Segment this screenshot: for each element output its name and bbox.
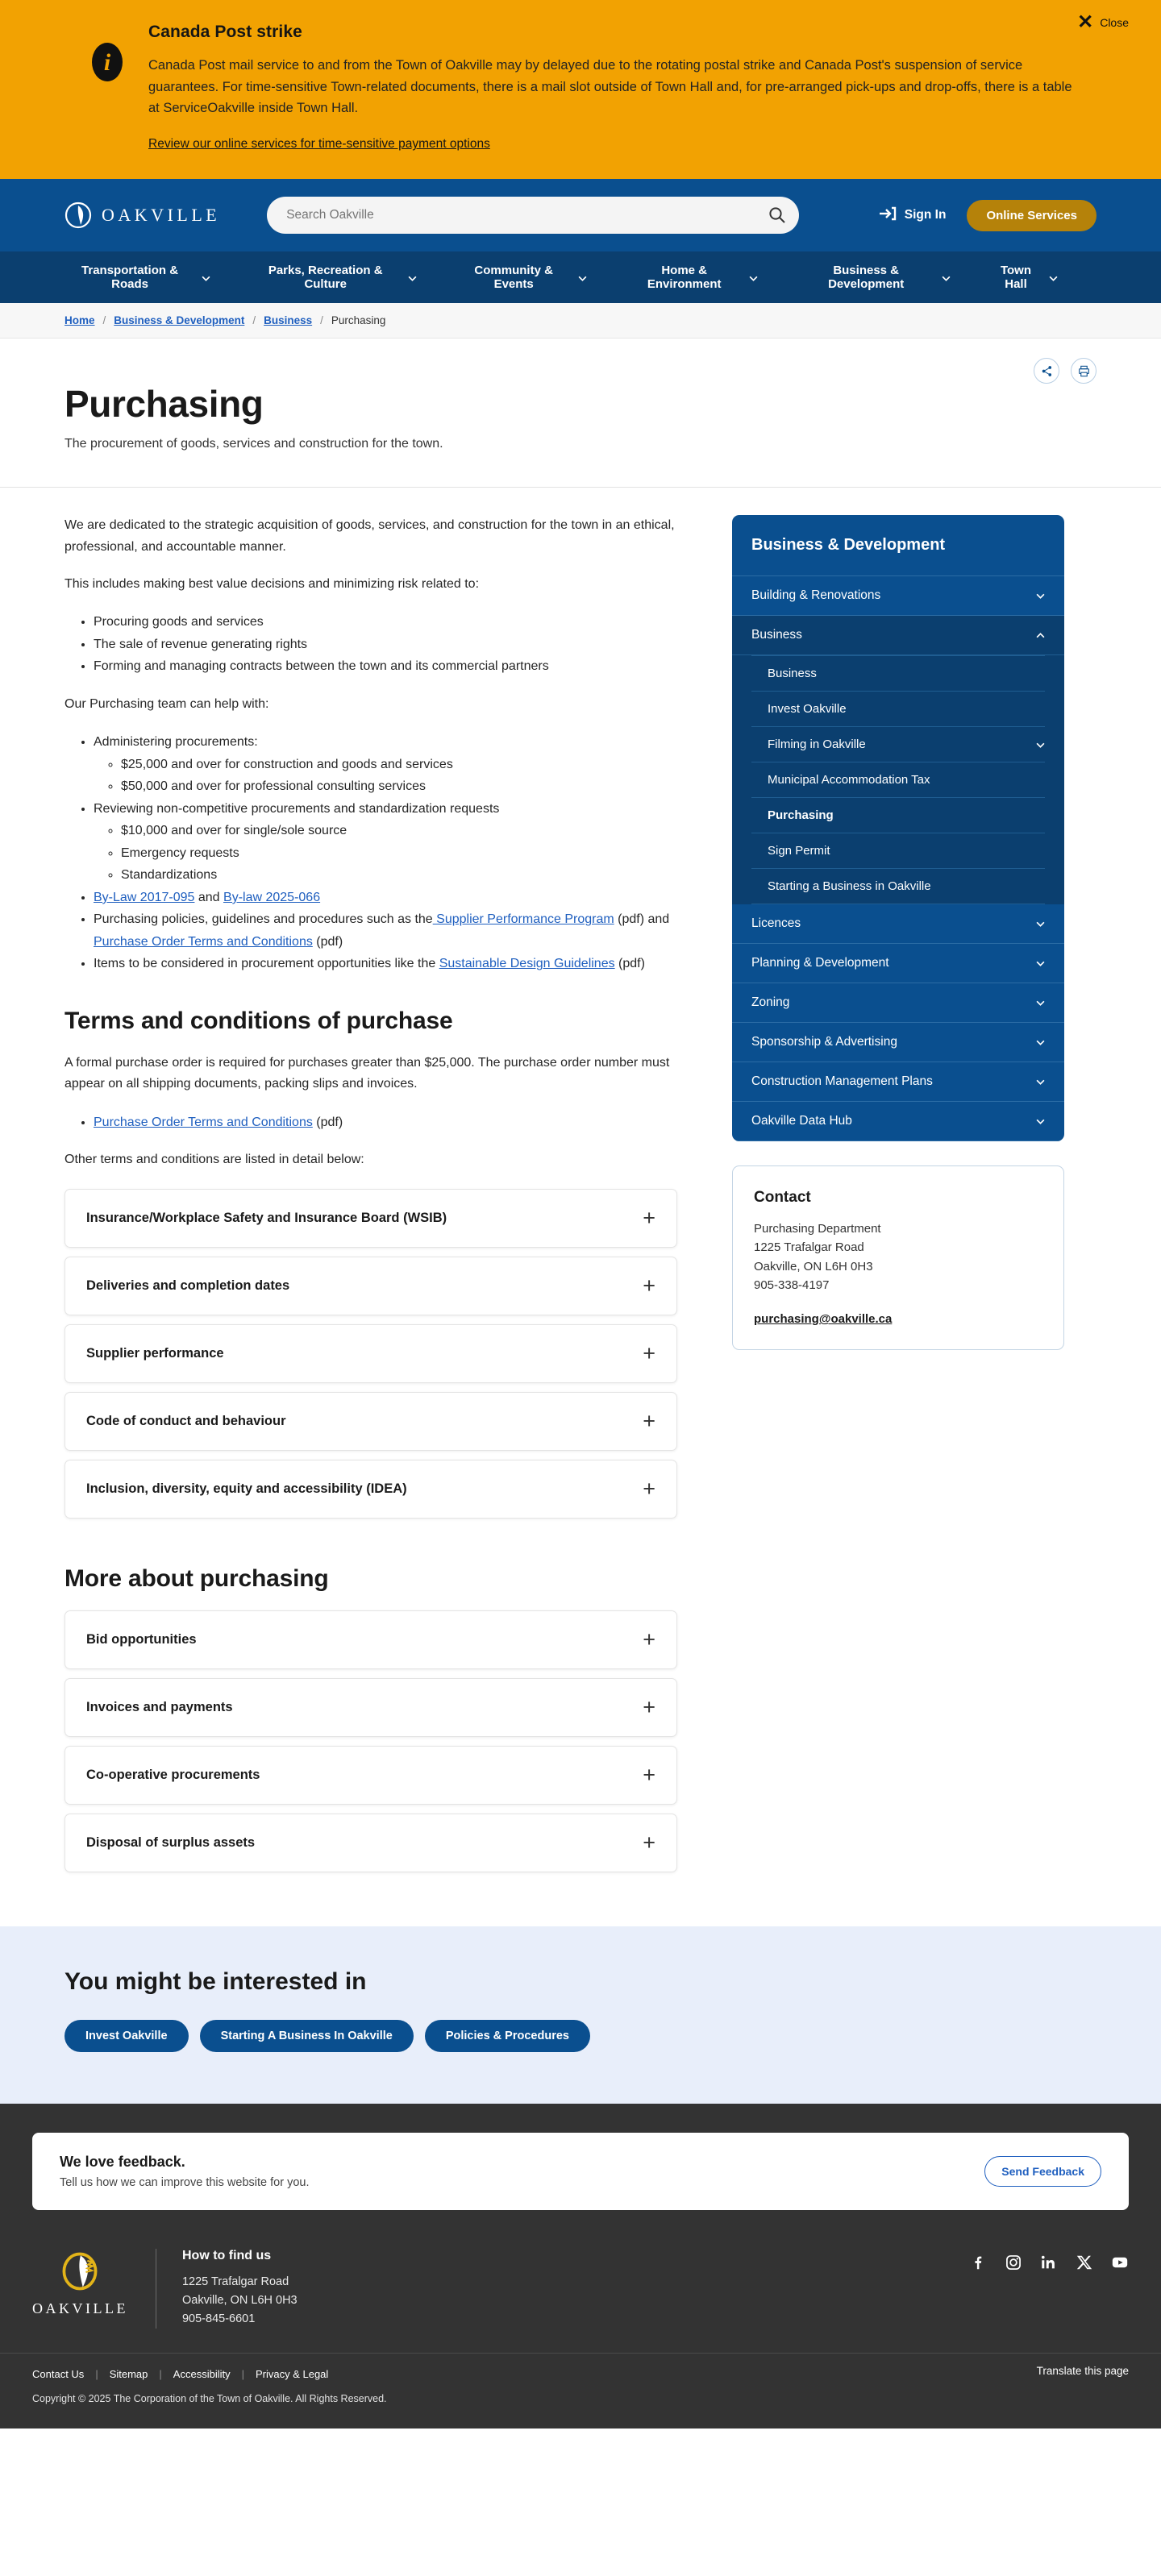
list-item: [94, 953, 677, 975]
footer-address-line: 1225 Trafalgar Road: [181, 2275, 289, 2288]
plus-icon[interactable]: +: [643, 1205, 655, 1230]
sidebar-subitem-label: Invest Oakville: [768, 702, 847, 717]
alert-close-label: Close: [1100, 16, 1129, 29]
feedback-subtitle: Tell us how we can improve this website for you.: [60, 2175, 310, 2189]
accordion-item-title: Invoices and payments: [86, 1699, 233, 1714]
footer-logo[interactable]: [32, 2249, 128, 2317]
nav-item-label: Parks, Recreation & Culture: [268, 264, 383, 292]
sidebar: [732, 515, 1064, 1350]
sidebar-subitem-label: Business: [768, 667, 817, 681]
chevron-down-icon: [1036, 956, 1045, 970]
plus-icon[interactable]: +: [643, 1830, 655, 1855]
interested-pill-invest-oakville[interactable]: Invest Oakville: [64, 2020, 189, 2052]
sidebar-item-label: Sponsorship & Advertising: [751, 1035, 897, 1049]
main-content: [64, 515, 677, 1880]
chevron-down-icon: [1036, 1074, 1045, 1089]
footer-logo-wordmark: OAKVILLE: [32, 2300, 128, 2316]
list-item-text: Reviewing non-competitive procurements and standardization requests: [94, 801, 500, 816]
list-item: [94, 1111, 677, 1134]
accordion-item[interactable]: [64, 1460, 677, 1519]
site-logo[interactable]: [64, 202, 220, 229]
nav-item-label: Transportation & Roads: [81, 264, 179, 292]
terms-link-list: [64, 1111, 677, 1134]
plus-icon[interactable]: +: [643, 1340, 655, 1365]
help-list: [64, 731, 677, 975]
accordion-item-title: Inclusion, diversity, equity and accessibility (IDEA): [86, 1481, 407, 1496]
footer-link-privacy-legal[interactable]: Privacy & Legal: [255, 2368, 329, 2381]
sign-in-arrow-icon: [879, 206, 897, 225]
search-input[interactable]: [267, 197, 799, 234]
nested-list: [94, 820, 677, 887]
bylaw-2017-link[interactable]: By-Law 2017-095: [94, 890, 195, 904]
list-item: ◦ Standardizations: [121, 864, 677, 887]
chevron-down-icon: [1036, 995, 1045, 1010]
share-button[interactable]: [1034, 358, 1059, 384]
terms-heading: Terms and conditions of purchase: [64, 1007, 453, 1034]
chevron-down-icon: [202, 271, 210, 285]
list-item: • The sale of revenue generating rights: [94, 634, 677, 656]
accordion-item[interactable]: [64, 1746, 677, 1805]
footer-find-us: [156, 2249, 298, 2329]
alert-title: Canada Post strike: [148, 23, 302, 41]
accordion-item[interactable]: [64, 1678, 677, 1737]
logo-wordmark: OAKVILLE: [102, 205, 221, 226]
print-icon: [1078, 365, 1090, 377]
sign-in-button[interactable]: [879, 206, 947, 225]
sidebar-subitem-label: Starting a Business in Oakville: [768, 879, 931, 894]
list-item: [94, 798, 677, 887]
close-icon: ✕: [1077, 11, 1094, 33]
youtube-icon[interactable]: [1111, 2254, 1129, 2271]
chevron-down-icon: [1036, 737, 1045, 751]
breadcrumb-separator: /: [320, 314, 323, 327]
accordion-item[interactable]: [64, 1257, 677, 1315]
accordion-item[interactable]: [64, 1324, 677, 1383]
share-icon: [1041, 365, 1053, 377]
search-button[interactable]: [768, 206, 786, 224]
linkedin-icon[interactable]: [1040, 2254, 1058, 2271]
accordion-item[interactable]: [64, 1392, 677, 1451]
footer-link-separator: |: [95, 2368, 98, 2381]
search-container: [267, 197, 799, 234]
contact-line: 905-338-4197: [754, 1278, 830, 1292]
supplier-performance-program-link[interactable]: Supplier Performance Program: [432, 912, 614, 927]
chevron-down-icon: [408, 271, 417, 285]
breadcrumb-current: Purchasing: [331, 314, 386, 327]
list-item: ◦ $50,000 and over for professional consulting services: [121, 775, 677, 798]
plus-icon[interactable]: +: [643, 1476, 655, 1501]
accordion-item-title: Insurance/Workplace Safety and Insurance Board (WSIB): [86, 1210, 447, 1225]
sidebar-item-construction-management-plans[interactable]: [732, 1062, 1064, 1102]
pdf-suffix: (pdf): [614, 957, 645, 971]
accordion-item[interactable]: [64, 1814, 677, 1872]
sidebar-subitem-starting-a-business-in-oakville[interactable]: [751, 869, 1045, 904]
contact-line: 1225 Trafalgar Road: [754, 1240, 864, 1255]
sidebar-subitem-purchasing[interactable]: [751, 798, 1045, 833]
intro-paragraph-1: We are dedicated to the strategic acquisition of goods, services, and construction for the town in an ethical, professional, and accountable manner.: [64, 518, 675, 554]
sidebar-subitem-business[interactable]: [751, 655, 1045, 692]
footer-link-sitemap[interactable]: Sitemap: [109, 2368, 148, 2381]
accordion-item-title: Bid opportunities: [86, 1631, 197, 1647]
list-item: ◦ $10,000 and over for single/sole source: [121, 820, 677, 842]
breadcrumb-link[interactable]: Business: [264, 314, 313, 327]
list-item: • Procuring goods and services: [94, 611, 677, 634]
sidebar-item-label: Zoning: [751, 995, 790, 1010]
sidebar-item-oakville-data-hub[interactable]: [732, 1102, 1064, 1141]
plus-icon[interactable]: +: [643, 1273, 655, 1298]
sidebar-heading: Business & Development: [732, 515, 1064, 576]
sidebar-subitem-invest-oakville[interactable]: [751, 692, 1045, 727]
sidebar-item-building-renovations[interactable]: [732, 576, 1064, 616]
policies-mid-text: (pdf) and: [614, 912, 670, 927]
nav-item-label: Town Hall: [1000, 264, 1032, 292]
list-item: • Forming and managing contracts between the town and its commercial partners: [94, 655, 677, 678]
chevron-up-icon: [1036, 628, 1045, 642]
purchase-order-terms-link[interactable]: Purchase Order Terms and Conditions: [94, 934, 313, 949]
sidebar-subitem-municipal-accommodation-tax[interactable]: [751, 762, 1045, 798]
terms-other-text: Other terms and conditions are listed in detail below:: [64, 1153, 364, 1167]
alert-banner: [0, 0, 1161, 179]
sidebar-item-label: Licences: [751, 916, 801, 931]
chevron-down-icon: [1036, 916, 1045, 931]
nav-item-town-hall[interactable]: [989, 264, 1058, 291]
accordion-item-title: Co-operative procurements: [86, 1767, 260, 1782]
contact-heading: Contact: [754, 1189, 811, 1207]
nav-item-label: Business & Development: [828, 264, 905, 292]
footer-link-contact-us[interactable]: Contact Us: [32, 2368, 85, 2381]
chevron-down-icon: [1036, 1114, 1045, 1128]
accordion-item[interactable]: [64, 1189, 677, 1248]
breadcrumb-separator: /: [102, 314, 106, 327]
sidebar-item-label: Planning & Development: [751, 956, 889, 970]
nav-item-parks-recreation-culture[interactable]: [249, 264, 417, 291]
footer-link-separator: |: [241, 2368, 244, 2381]
more-heading: More about purchasing: [64, 1564, 329, 1592]
nav-item-business-development[interactable]: [797, 264, 951, 291]
pdf-suffix: (pdf): [312, 934, 343, 949]
terms-accordion: [64, 1189, 677, 1519]
sidebar-subitem-label: Filming in Oakville: [768, 737, 866, 752]
alert-link[interactable]: Review our online services for time-sensitive payment options: [148, 137, 490, 152]
items-text: Items to be considered in procurement opportunities like the: [94, 957, 439, 971]
interested-pill-policies-procedures[interactable]: Policies & Procedures: [425, 2020, 590, 2052]
list-item: [94, 731, 677, 798]
bylaw-2025-link[interactable]: By-law 2025-066: [223, 890, 321, 904]
chevron-down-icon: [942, 271, 951, 285]
footer-address-line: Oakville, ON L6H 0H3: [181, 2293, 298, 2307]
risk-list: [64, 611, 677, 678]
footer-link-separator: |: [159, 2368, 162, 2381]
page-subtitle: The procurement of goods, services and construction for the town.: [64, 437, 443, 451]
sidebar-subitem-label: Purchasing: [768, 808, 834, 823]
footer-find-heading: How to find us: [181, 2248, 272, 2262]
search-icon: [768, 206, 786, 224]
send-feedback-button[interactable]: Send Feedback: [984, 2156, 1101, 2187]
social-links: [969, 2249, 1129, 2271]
online-services-button[interactable]: Online Services: [967, 200, 1096, 231]
facebook-icon[interactable]: [969, 2254, 987, 2271]
chevron-down-icon: [749, 271, 758, 285]
accordion-item-title: Disposal of surplus assets: [86, 1834, 256, 1850]
nav-item-transportation-roads[interactable]: [64, 264, 210, 291]
info-icon: [87, 42, 127, 82]
footer-link-accessibility[interactable]: Accessibility: [173, 2368, 231, 2381]
feedback-card: [32, 2133, 1129, 2210]
list-item: ◦ $25,000 and over for construction and goods and services: [121, 754, 677, 776]
chevron-down-icon: [1036, 588, 1045, 603]
chevron-down-icon: [578, 271, 587, 285]
page-header: [32, 339, 1129, 487]
plus-icon[interactable]: +: [643, 1762, 655, 1787]
interested-pill-starting-a-business-in-oakville[interactable]: Starting A Business In Oakville: [200, 2020, 414, 2052]
and-text: and: [194, 890, 224, 904]
x-twitter-icon[interactable]: [1076, 2254, 1093, 2271]
nav-item-label: Community & Events: [474, 264, 553, 292]
footer-link-list: [32, 2368, 1037, 2380]
sidebar-subitem-sign-permit[interactable]: [751, 833, 1045, 869]
print-button[interactable]: [1071, 358, 1096, 384]
footer-address-line: 905-845-6601: [181, 2312, 256, 2325]
more-accordion: [64, 1610, 677, 1872]
accordion-item-title: Supplier performance: [86, 1345, 224, 1361]
contact-card: [732, 1165, 1064, 1350]
plus-icon[interactable]: +: [643, 1694, 655, 1719]
feedback-title: We love feedback.: [60, 2153, 185, 2170]
plus-icon[interactable]: +: [643, 1627, 655, 1652]
accordion-item[interactable]: [64, 1610, 677, 1669]
contact-email-link[interactable]: purchasing@oakville.ca: [754, 1312, 893, 1327]
sustainable-design-guidelines-link[interactable]: Sustainable Design Guidelines: [439, 957, 615, 971]
sidebar-item-zoning[interactable]: [732, 983, 1064, 1023]
breadcrumb: [32, 303, 1129, 338]
page-title: Purchasing: [64, 383, 264, 426]
plus-icon[interactable]: +: [643, 1408, 655, 1433]
contact-line: Purchasing Department: [754, 1222, 881, 1236]
breadcrumb-link[interactable]: Home: [64, 314, 95, 327]
nav-item-community-events[interactable]: [456, 264, 587, 291]
nav-item-label: Home & Environment: [647, 264, 722, 292]
breadcrumb-bar: [0, 303, 1161, 339]
site-header: [0, 179, 1161, 251]
site-footer: [0, 2104, 1161, 2429]
intro-paragraph-2: This includes making best value decisions and minimizing risk related to:: [64, 576, 480, 591]
pdf-suffix: (pdf): [312, 1115, 343, 1129]
sidebar-item-planning-development[interactable]: [732, 944, 1064, 983]
sidebar-item-label: Construction Management Plans: [751, 1074, 933, 1089]
list-item: ◦ Emergency requests: [121, 842, 677, 865]
main-navigation: [0, 251, 1161, 303]
help-intro: Our Purchasing team can help with:: [64, 696, 269, 711]
instagram-icon[interactable]: [1005, 2254, 1022, 2271]
chevron-down-icon: [1049, 271, 1058, 285]
policies-text: Purchasing policies, guidelines and procedures such as the: [94, 912, 433, 927]
alert-text: Canada Post mail service to and from the Town of Oakville may by delayed due to the rotating postal strike and Canada Post's suspension of service guarantees. For time-sensitive Town-related documents, there is a mail slot outside of Town Hall and, for pre-arranged pick-ups and drop-offs, there is a table at ServiceOakville inside Town Hall.: [148, 58, 1072, 116]
svg-text:i: i: [103, 49, 111, 76]
accordion-item-title: Deliveries and completion dates: [86, 1278, 290, 1293]
contact-line: Oakville, ON L6H 0H3: [754, 1259, 873, 1273]
terms-paragraph: A formal purchase order is required for purchases greater than $25,000. The purchase order number must appear on all shipping documents, packing slips and invoices.: [64, 1055, 670, 1091]
sidebar-item-label: Oakville Data Hub: [751, 1114, 852, 1128]
list-item: [94, 887, 677, 909]
list-item-text: Administering procurements:: [94, 735, 258, 750]
interested-heading: You might be interested in: [64, 1967, 367, 1995]
breadcrumb-separator: /: [252, 314, 256, 327]
sidebar-item-licences[interactable]: [732, 904, 1064, 944]
nav-item-home-environment[interactable]: [626, 264, 758, 291]
sidebar-subitem-filming-in-oakville[interactable]: [751, 727, 1045, 762]
oakville-leaf-logo-icon: [64, 202, 92, 229]
oakville-leaf-logo-icon: [57, 2249, 102, 2294]
translate-page-link[interactable]: Translate this page: [1036, 2365, 1129, 2378]
sidebar-item-label: Business: [751, 628, 802, 642]
sidebar-navigation: [732, 515, 1064, 1141]
copyright-text: Copyright © 2025 The Corporation of the Town of Oakville. All Rights Reserved.: [32, 2393, 387, 2405]
interested-section: [0, 1926, 1161, 2104]
chevron-down-icon: [1036, 1035, 1045, 1049]
sidebar-subitem-label: Sign Permit: [768, 844, 830, 858]
interested-pills: [64, 2020, 1096, 2052]
sidebar-item-label: Building & Renovations: [751, 588, 881, 603]
accordion-item-title: Code of conduct and behaviour: [86, 1413, 286, 1428]
list-item: [94, 908, 677, 953]
sidebar-item-sponsorship-advertising[interactable]: [732, 1023, 1064, 1062]
sidebar-submenu: [732, 655, 1064, 904]
breadcrumb-link[interactable]: Business & Development: [114, 314, 245, 327]
sign-in-label: Sign In: [904, 208, 947, 222]
alert-close-button[interactable]: [1077, 13, 1129, 32]
nested-list: [94, 754, 677, 798]
sidebar-item-business[interactable]: [732, 616, 1064, 655]
sidebar-subitem-label: Municipal Accommodation Tax: [768, 773, 930, 787]
purchase-order-terms-link[interactable]: Purchase Order Terms and Conditions: [94, 1115, 313, 1129]
